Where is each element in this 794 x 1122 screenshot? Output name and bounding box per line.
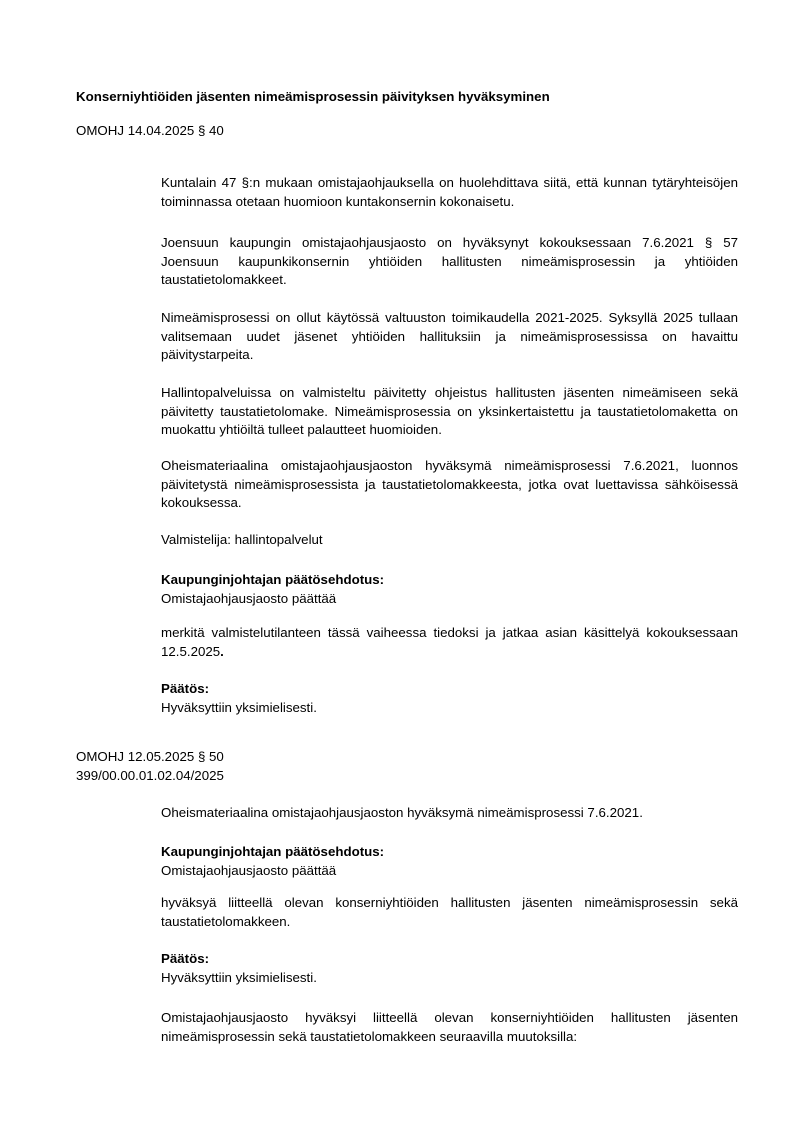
section1-decision (161, 680, 738, 717)
section1-proposal-heading: Kaupunginjohtajan päätösehdotus: (161, 572, 385, 587)
section2-proposal (161, 843, 738, 880)
section2-closing-paragraph: Omistajaohjausjaosto hyväksyi liitteellä olevan konserniyhtiöiden hallitusten jäsenten nimeämisprosessin sekä taustatietolomakkeen seuraavilla muutoksilla: (161, 1010, 738, 1044)
section2-decision-text: Hyväksyttiin yksimielisesti. (161, 969, 317, 985)
section2-case-number: 399/00.00.01.02.04/2025 (76, 767, 224, 783)
section2-proposal-heading: Kaupunginjohtajan päätösehdotus: (161, 844, 385, 859)
section1-proposal-body (161, 624, 738, 661)
section1-proposal-intro: Omistajaohjausjaosto päättää (161, 590, 337, 606)
section1-proposal (161, 571, 738, 608)
section1-heading: OMOHJ 14.04.2025 § 40 (76, 123, 224, 138)
section1-decision-text: Hyväksyttiin yksimielisesti. (161, 699, 317, 715)
section1-paragraph-4: Hallintopalveluissa on valmisteltu päivitetty ohjeistus hallitusten jäsenten nimeämiseen sekä päivitetty taustatietolomake. Nimeämisprosessia on yksinkertaistettu ja taustatietolomaketta on muokattu yhtiöiltä tulleet palautteet huomioiden. (161, 385, 738, 438)
section2-heading: OMOHJ 12.05.2025 § 50 (76, 749, 224, 764)
section1-paragraph-3: Nimeämisprosessi on ollut käytössä valtuuston toimikaudella 2021-2025. Syksyllä 2025 tullaan valitsemaan uudet jäsenet yhtiöiden hallituksiin ja nimeämisprosessissa on havaittu päivitystarpeita. (161, 310, 738, 363)
section1-decision-heading: Päätös: (161, 681, 210, 696)
section2-decision-heading: Päätös: (161, 951, 210, 966)
section2-header (76, 748, 756, 785)
section1-paragraph-5: Oheismateriaalina omistajaohjausjaoston hyväksymä nimeämisprosessi 7.6.2021, luonnos päivitetystä nimeämisprosessista ja taustatietolomakkeesta, jotka ovat luettavissa sähköisessä kokouksessa. (161, 458, 738, 511)
section2-paragraph: Oheismateriaalina omistajaohjausjaoston hyväksymä nimeämisprosessi 7.6.2021. (161, 805, 643, 820)
document-title: Konserniyhtiöiden jäsenten nimeämisprosessin päivityksen hyväksyminen (76, 89, 550, 104)
section1-paragraph-1: Kuntalain 47 §:n mukaan omistajaohjauksella on huolehdittava siitä, että kunnan tytäryhteisöjen toiminnassa otetaan huomioon kuntakonsernin kokonaisetu. (161, 175, 738, 209)
section1-paragraph-2: Joensuun kaupungin omistajaohjausjaosto on hyväksynyt kokouksessaan 7.6.2021 § 57 Joensuun kaupunkikonsernin yhtiöiden hallitusten nimeämisprosessin ja yhtiöiden taustatietolomakkeet. (161, 235, 738, 288)
section1-preparer: Valmistelija: hallintopalvelut (161, 532, 323, 547)
section1-proposal-body-text: merkitä valmistelutilanteen tässä vaiheessa tiedoksi ja jatkaa asian käsittelyä kokouksessaan 12.5.2025 (161, 625, 738, 659)
section2-proposal-body: hyväksyä liitteellä olevan konserniyhtiöiden hallitusten jäsenten nimeämisprosessin sekä taustatietolomakkeen. (161, 895, 738, 929)
section2-proposal-intro: Omistajaohjausjaosto päättää (161, 862, 337, 878)
section2-decision (161, 950, 738, 987)
section1-proposal-body-suffix: . (220, 643, 224, 659)
